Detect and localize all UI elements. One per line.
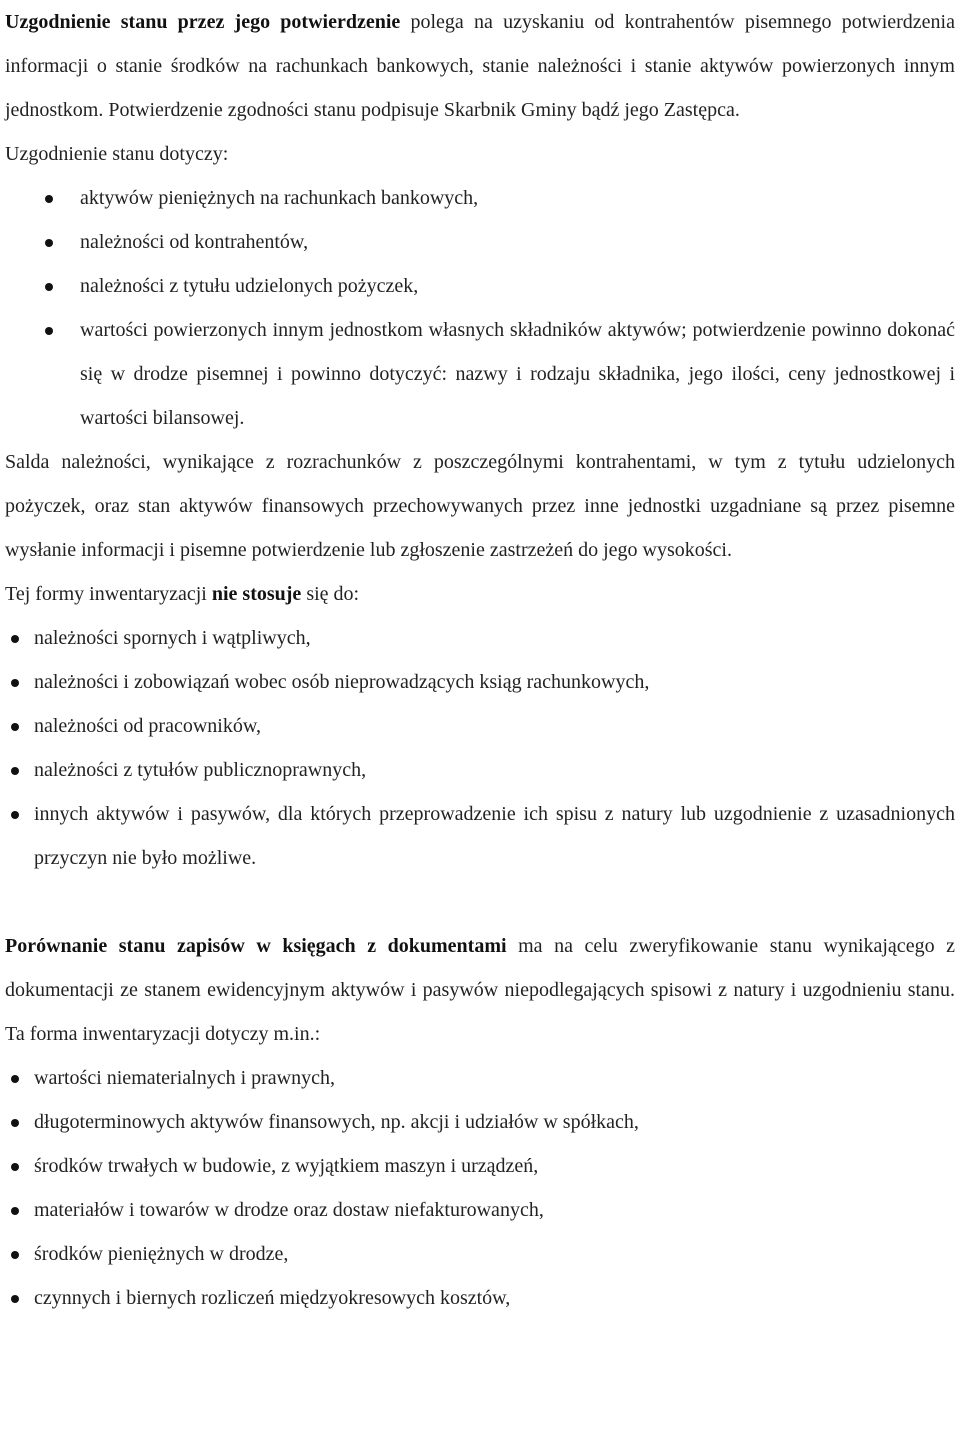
paragraph-confirmation-text: polega na uzyskaniu od kontrahentów pisemnego potwierdzenia informacji o stanie środków na rachunkach bankowych, stanie należności i stanie aktywów powierzonych innym jednostkom. Potwierdzenie zgodności stanu podpisuje Skarbnik Gminy bądź jego Zastępca. [5,11,955,121]
list-item [5,176,955,220]
list-item-text: należności z tytułów publicznoprawnych, [34,759,367,781]
term-comparison: Porównanie stanu zapisów w księgach z dokumentami [5,935,507,957]
bullet-icon [11,1163,19,1171]
list-item-text: wartości powierzonych innym jednostkom własnych składników aktywów; potwierdzenie powinno dokonać się w drodze pisemnej i powinno dotyczyć: nazwy i rodzaju składnika, jego ilości, ceny jednostkowej i wartości bilansowej. [80,319,955,429]
scope-list [5,176,955,440]
bullet-icon [11,767,19,775]
list-item [5,1056,955,1100]
section-gap [5,880,955,924]
list-item-text: czynnych i biernych rozliczeń międzyokresowych kosztów, [34,1287,511,1309]
list-item-text: należności spornych i wątpliwych, [34,627,311,649]
list-item-text: należności od pracowników, [34,715,261,737]
list-item [5,1276,955,1320]
exclusions-list [5,616,955,880]
bullet-icon [11,635,19,643]
list-item-text: należności od kontrahentów, [80,231,309,253]
list-item [5,792,955,880]
list-item-text: wartości niematerialnych i prawnych, [34,1067,335,1089]
bullet-icon [45,327,53,335]
list-item [5,704,955,748]
list-item-text: innych aktywów i pasywów, dla których przeprowadzenie ich spisu z natury lub uzgodnienie z uzasadnionych przyczyn nie było możliwe. [34,803,955,869]
bullet-icon [11,811,19,819]
term-confirmation: Uzgodnienie stanu przez jego potwierdzenie [5,11,401,33]
bullet-icon [45,283,53,291]
paragraph-comparison [5,924,955,1056]
exclusions-intro-after: się do: [301,583,360,605]
paragraph-comparison-text: ma na celu zweryfikowanie stanu wynikającego z dokumentacji ze stanem ewidencyjnym aktywów i pasywów niepodlegających spisowi z natury i uzgodnieniu stanu. Ta forma inwentaryzacji dotyczy m.in.: [5,935,955,1045]
paragraph-exclusions-intro [5,572,955,616]
bullet-icon [45,239,53,247]
list-item [5,1100,955,1144]
paragraph-balances: Salda należności, wynikające z rozrachunków z poszczególnymi kontrahentami, w tym z tytułu udzielonych pożyczek, oraz stan aktywów finansowych przechowywanych przez inne jednostki uzgadniane są przez pisemne wysłanie informacji i pisemne potwierdzenie lub zgłoszenie zastrzeżeń do jego wysokości. [5,451,955,561]
list-item-text: należności i zobowiązań wobec osób nieprowadzących ksiąg rachunkowych, [34,671,650,693]
bullet-icon [11,1075,19,1083]
exclusions-intro-before: Tej formy inwentaryzacji [5,583,212,605]
list-item-text: długoterminowych aktywów finansowych, np. akcji i udziałów w spółkach, [34,1111,639,1133]
list-item [5,748,955,792]
list-item [5,1232,955,1276]
bullet-icon [11,723,19,731]
list-item-text: środków trwałych w budowie, z wyjątkiem maszyn i urządzeń, [34,1155,539,1177]
list-item-text: aktywów pieniężnych na rachunkach bankowych, [80,187,479,209]
paragraph-confirmation [5,0,955,132]
list-item [5,220,955,264]
bullet-icon [45,195,53,203]
list-item [5,660,955,704]
bullet-icon [11,1251,19,1259]
paragraph-scope-intro: Uzgodnienie stanu dotyczy: [5,143,229,165]
list-item [5,616,955,660]
comparison-list [5,1056,955,1320]
bullet-icon [11,1207,19,1215]
list-item-text: środków pieniężnych w drodze, [34,1243,289,1265]
bullet-icon [11,1295,19,1303]
bullet-icon [11,1119,19,1127]
list-item-text: należności z tytułu udzielonych pożyczek, [80,275,419,297]
list-item [5,1144,955,1188]
list-item [5,264,955,308]
term-not-applied: nie stosuje [211,583,302,605]
bullet-icon [11,679,19,687]
list-item [5,308,955,440]
list-item [5,1188,955,1232]
list-item-text: materiałów i towarów w drodze oraz dostaw niefakturowanych, [34,1199,544,1221]
